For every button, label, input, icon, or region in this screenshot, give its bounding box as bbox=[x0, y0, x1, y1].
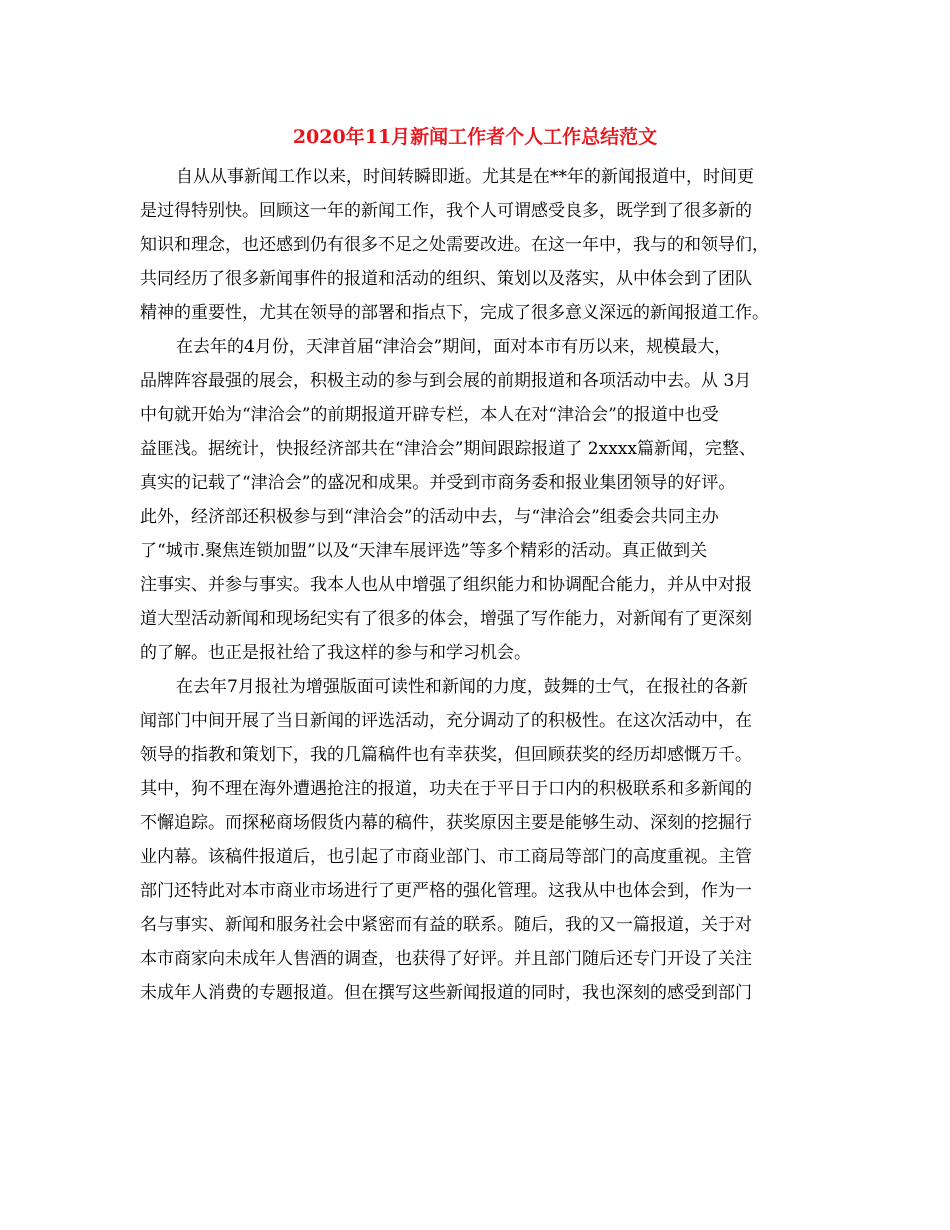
paragraph-line: 的了解。也正是报社给了我这样的参与和学习机会。 bbox=[140, 643, 531, 663]
paragraph-3 bbox=[140, 670, 820, 1010]
document-body bbox=[140, 160, 820, 1010]
document-title: 2020年11月新闻工作者个人工作总结范文 bbox=[292, 126, 658, 148]
paragraph-line: 道大型活动新闻和现场纪实有了很多的体会，增强了写作能力，对新闻有了更深刻 bbox=[140, 609, 752, 629]
paragraph-line: 共同经历了很多新闻事件的报道和活动的组织、策划以及落实，从中体会到了团队 bbox=[140, 269, 752, 289]
paragraph-line: 其中，狗不理在海外遭遇抢注的报道，功夫在于平日于口内的积极联系和多新闻的 bbox=[140, 779, 752, 799]
paragraph-line: 了“城市.聚焦连锁加盟”以及“天津车展评选”等多个精彩的活动。真正做到关 bbox=[140, 541, 708, 561]
paragraph-line: 业内幕。该稿件报道后，也引起了市商业部门、市工商局等部门的高度重视。主管 bbox=[140, 847, 752, 867]
paragraph-line: 在去年的4月份，天津首届“津洽会”期间，面对本市有历以来，规模最大， bbox=[176, 337, 732, 357]
paragraph-line: 知识和理念，也还感到仍有很多不足之处需要改进。在这一年中，我与的和领导们， bbox=[140, 235, 769, 255]
paragraph-line: 不懈追踪。而探秘商场假货内幕的稿件，获奖原因主要是能够生动、深刻的挖掘行 bbox=[140, 813, 752, 833]
paragraph-line: 部门还特此对本市商业市场进行了更严格的强化管理。这我从中也体会到，作为一 bbox=[140, 881, 752, 901]
paragraph-1 bbox=[140, 160, 820, 330]
paragraph-line: 中旬就开始为“津洽会”的前期报道开辟专栏，本人在对“津洽会”的报道中也受 bbox=[140, 405, 719, 425]
paragraph-line: 是过得特别快。回顾这一年的新闻工作，我个人可谓感受良多，既学到了很多新的 bbox=[140, 201, 752, 221]
paragraph-line: 品牌阵容最强的展会，积极主动的参与到会展的前期报道和各项活动中去。从 3月 bbox=[140, 371, 752, 391]
paragraph-line: 未成年人消费的专题报道。但在撰写这些新闻报道的同时，我也深刻的感受到部门 bbox=[140, 983, 752, 1003]
paragraph-line: 自从从事新闻工作以来，时间转瞬即逝。尤其是在**年的新闻报道中，时间更 bbox=[176, 167, 754, 187]
paragraph-line: 此外，经济部还积极参与到“津洽会”的活动中去，与“津洽会”组委会共同主办 bbox=[140, 507, 719, 527]
paragraph-line: 真实的记载了“津洽会”的盛况和成果。并受到市商务委和报业集团领导的好评。 bbox=[140, 473, 736, 493]
paragraph-line: 在去年7月报社为增强版面可读性和新闻的力度，鼓舞的士气，在报社的各新 bbox=[176, 677, 748, 697]
paragraph-line: 领导的指教和策划下，我的几篇稿件也有幸获奖，但回顾获奖的经历却感慨万千。 bbox=[140, 745, 752, 765]
paragraph-line: 本市商家向未成年人售酒的调查，也获得了好评。并且部门随后还专门开设了关注 bbox=[140, 949, 752, 969]
paragraph-line: 闻部门中间开展了当日新闻的评选活动，充分调动了的积极性。在这次活动中，在 bbox=[140, 711, 752, 731]
paragraph-line: 名与事实、新闻和服务社会中紧密而有益的联系。随后，我的又一篇报道，关于对 bbox=[140, 915, 752, 935]
paragraph-line: 注事实、并参与事实。我本人也从中增强了组织能力和协调配合能力，并从中对报 bbox=[140, 575, 752, 595]
paragraph-line: 精神的重要性，尤其在领导的部署和指点下，完成了很多意义深远的新闻报道工作。 bbox=[140, 303, 769, 323]
paragraph-2 bbox=[140, 330, 820, 670]
paragraph-line: 益匪浅。据统计，快报经济部共在“津洽会”期间跟踪报道了 2xxxx篇新闻，完整、 bbox=[140, 439, 756, 459]
